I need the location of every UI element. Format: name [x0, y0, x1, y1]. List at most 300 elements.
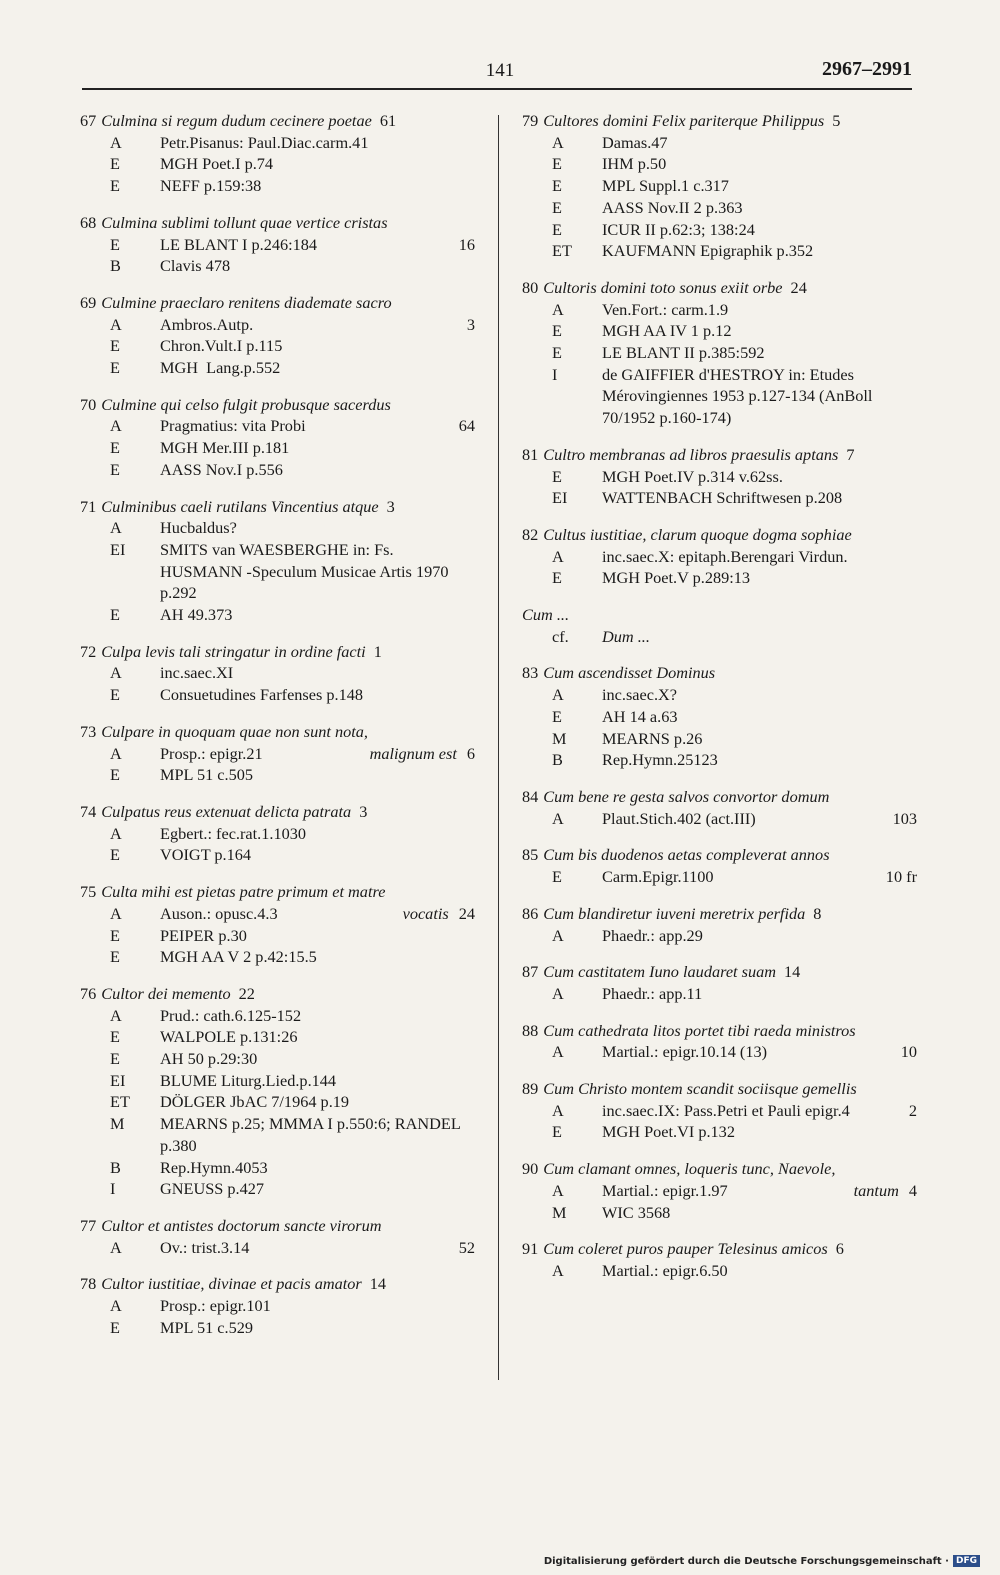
entry-heading	[522, 903, 917, 925]
entry-verse-count: 24	[790, 277, 807, 297]
reference-verse-count: 52	[458, 1237, 475, 1257]
reference-line	[522, 684, 917, 706]
reference-line	[522, 487, 917, 509]
entry-verse-count: 3	[386, 496, 395, 516]
reference-text: MGH Poet.VI p.132	[602, 1122, 735, 1142]
dfg-logo: DFG	[953, 1555, 980, 1567]
reference-line	[80, 925, 475, 947]
reference-line	[80, 903, 475, 925]
reference-line	[522, 983, 917, 1005]
reference-line	[522, 219, 917, 241]
reference-line	[80, 823, 475, 845]
reference-text: Prud.: cath.6.125-152	[160, 1005, 302, 1025]
entry-verse-count: 22	[238, 983, 255, 1003]
reference-code: E	[552, 219, 562, 239]
reference-code: E	[110, 438, 120, 458]
reference-text: inc.saec.XI	[160, 663, 234, 683]
reference-code: E	[552, 321, 562, 341]
reference-line	[80, 1317, 475, 1339]
reference-line	[522, 175, 917, 197]
reference-line	[80, 1070, 475, 1092]
reference-line	[522, 240, 917, 262]
reference-text: Prosp.: epigr.21	[160, 743, 263, 763]
reference-line	[522, 1180, 917, 1202]
reference-line	[80, 662, 475, 684]
entry	[80, 881, 475, 968]
reference-line	[522, 1121, 917, 1143]
reference-text: WIC 3568	[602, 1202, 671, 1222]
reference-code: EI	[110, 539, 126, 559]
reference-explicit: malignum est	[369, 743, 457, 763]
entry	[522, 1238, 917, 1281]
entry-incipit: Culmine qui celso fulgit probusque sacerdus	[101, 394, 391, 414]
entry	[80, 801, 475, 866]
entry	[522, 1158, 917, 1223]
entry-heading	[80, 394, 475, 416]
entry-incipit: Cum bis duodenos aetas compleverat annos	[543, 845, 830, 865]
reference-text: AASS Nov.II 2 p.363	[602, 197, 743, 217]
reference-code: A	[110, 1005, 122, 1025]
reference-code: E	[110, 459, 120, 479]
reference-text: MGH AA V 2 p.42:15.5	[160, 947, 317, 967]
reference-line	[522, 925, 917, 947]
reference-line	[80, 743, 475, 765]
reference-line	[80, 1048, 475, 1070]
reference-code: A	[552, 1260, 564, 1280]
reference-code: E	[552, 343, 562, 363]
reference-code: A	[110, 314, 122, 334]
entry	[522, 903, 917, 946]
entry-number: 72	[80, 641, 97, 661]
header-rule	[82, 88, 912, 90]
reference-text: Dum ...	[602, 626, 650, 646]
entry-number: 73	[80, 721, 97, 741]
reference-code: E	[110, 605, 120, 625]
reference-line	[80, 1026, 475, 1048]
reference-line	[80, 1295, 475, 1317]
entry-heading	[80, 983, 475, 1005]
reference-verse-count: 64	[458, 416, 475, 436]
entry-heading	[522, 1078, 917, 1100]
entry-incipit: Culpa levis tali stringatur in ordine facti	[101, 641, 366, 661]
entry	[522, 444, 917, 509]
entry	[80, 1273, 475, 1338]
entry	[80, 212, 475, 277]
entry-incipit: Cum ...	[522, 605, 570, 625]
reference-line	[80, 1005, 475, 1027]
reference-text: Chron.Vult.I p.115	[160, 336, 283, 356]
reference-code: cf.	[552, 626, 569, 646]
reference-code: A	[552, 132, 564, 152]
reference-line	[522, 320, 917, 342]
entry-number: 76	[80, 983, 97, 1003]
reference-text: MPL 51 c.505	[160, 765, 254, 785]
reference-text: BLUME Liturg.Lied.p.144	[160, 1070, 337, 1090]
reference-code: E	[552, 867, 562, 887]
entry-heading	[522, 277, 917, 299]
entry-number: 71	[80, 496, 97, 516]
reference-text: ICUR II p.62:3; 138:24	[602, 219, 755, 239]
reference-text: Damas.47	[602, 132, 668, 152]
entry	[80, 1215, 475, 1258]
reference-line	[522, 153, 917, 175]
entry-incipit: Cultor iustitiae, divinae et pacis amator	[101, 1274, 362, 1294]
reference-line	[522, 808, 917, 830]
reference-line	[522, 1041, 917, 1063]
entry-heading	[80, 496, 475, 518]
reference-text: AH 14 a.63	[602, 706, 678, 726]
reference-code: E	[110, 925, 120, 945]
entry-incipit: Culpatus reus extenuat delicta patrata	[101, 801, 352, 821]
reference-code: A	[110, 518, 122, 538]
entry-number: 91	[522, 1239, 539, 1259]
entry-number: 68	[80, 212, 97, 232]
reference-text: MGH Lang.p.552	[160, 358, 281, 378]
entry-verse-count: 14	[369, 1274, 387, 1294]
entry-number: 85	[522, 845, 539, 865]
reference-text: PEIPER p.30	[160, 925, 247, 945]
entry-heading	[522, 1020, 917, 1042]
reference-code: M	[552, 1202, 567, 1222]
entry-verse-count: 5	[832, 111, 841, 130]
entry-heading	[80, 641, 475, 663]
reference-line	[80, 1113, 475, 1156]
reference-code: A	[110, 743, 122, 763]
reference-code: E	[110, 234, 120, 254]
reference-text: Martial.: epigr.10.14 (13)	[602, 1042, 768, 1062]
reference-code: A	[110, 903, 122, 923]
entry-number: 70	[80, 394, 97, 414]
reference-code: A	[552, 925, 564, 945]
reference-code: A	[110, 416, 122, 436]
reference-code: ET	[552, 241, 572, 261]
reference-line	[80, 1091, 475, 1113]
entry-number: 86	[522, 903, 539, 923]
entry-incipit: Cultores domini Felix pariterque Philippus	[543, 111, 825, 130]
reference-code: A	[552, 808, 564, 828]
reference-text: MGH Poet.IV p.314 v.62ss.	[602, 466, 783, 486]
reference-code: E	[110, 336, 120, 356]
reference-verse-count: 10 fr	[885, 867, 917, 887]
reference-text: KAUFMANN Epigraphik p.352	[602, 241, 814, 261]
reference-line	[522, 626, 917, 648]
reference-line	[522, 866, 917, 888]
entry-heading	[522, 604, 917, 626]
entry-verse-count: 6	[835, 1239, 844, 1259]
entry-heading	[522, 786, 917, 808]
entry-incipit: Cum cathedrata litos portet tibi raeda ministros	[543, 1020, 856, 1040]
entry-range: 2967–2991	[822, 58, 912, 80]
reference-line	[80, 844, 475, 866]
reference-line	[80, 1157, 475, 1179]
reference-code: A	[552, 546, 564, 566]
reference-line	[522, 749, 917, 771]
reference-text: Martial.: epigr.6.50	[602, 1260, 728, 1280]
reference-verse-count: 24	[458, 903, 475, 923]
reference-line	[80, 437, 475, 459]
entry	[522, 961, 917, 1004]
entry-heading	[80, 212, 475, 234]
entry-incipit: Cum castitatem Iuno laudaret suam	[543, 962, 777, 982]
reference-text: Phaedr.: app.29	[602, 925, 703, 945]
reference-code: E	[110, 765, 120, 785]
entry	[522, 277, 917, 429]
entry-heading	[80, 881, 475, 903]
reference-text: Rep.Hymn.25123	[602, 750, 718, 770]
reference-text: Ambros.Autp.	[160, 314, 254, 334]
entry	[522, 662, 917, 771]
entry	[80, 394, 475, 481]
entry-heading	[522, 662, 917, 684]
reference-code: E	[110, 1317, 120, 1337]
entry-heading	[80, 721, 475, 743]
reference-code: E	[110, 154, 120, 174]
reference-code: E	[110, 1049, 120, 1069]
entry-verse-count: 14	[784, 962, 801, 982]
reference-code: E	[552, 568, 562, 588]
reference-code: EI	[552, 488, 568, 508]
reference-text: Ven.Fort.: carm.1.9	[602, 299, 729, 319]
right-column	[522, 110, 917, 1297]
reference-text: Rep.Hymn.4053	[160, 1157, 268, 1177]
reference-line	[80, 946, 475, 968]
entry	[522, 604, 917, 647]
reference-text: MPL Suppl.1 c.317	[602, 176, 729, 196]
reference-verse-count: 103	[892, 808, 917, 828]
reference-line	[522, 706, 917, 728]
entry-incipit: Culmina sublimi tollunt quae vertice cristas	[101, 212, 388, 232]
reference-code: A	[552, 983, 564, 1003]
reference-code: E	[110, 947, 120, 967]
entry-incipit: Cultor dei memento	[101, 983, 231, 1003]
reference-explicit: vocatis	[402, 903, 449, 923]
entry-incipit: Culmina si regum dudum cecinere poetae	[101, 111, 372, 130]
reference-text: IHM p.50	[602, 154, 667, 174]
reference-text: MGH Mer.III p.181	[160, 438, 290, 458]
entry-incipit: Cultus iustitiae, clarum quoque dogma sophiae	[543, 524, 852, 544]
entry-heading	[522, 524, 917, 546]
entry	[80, 983, 475, 1200]
entry-number: 82	[522, 524, 539, 544]
reference-code: B	[110, 256, 121, 276]
reference-line	[80, 357, 475, 379]
reference-text: LE BLANT II p.385:592	[602, 343, 765, 363]
reference-text: MGH AA IV 1 p.12	[602, 321, 732, 341]
entry-number: 83	[522, 663, 539, 683]
entry-incipit: Cum bene re gesta salvos convortor domum	[543, 786, 830, 806]
entry-heading	[80, 801, 475, 823]
reference-line	[522, 1100, 917, 1122]
reference-text: GNEUSS p.427	[160, 1179, 265, 1199]
entry	[80, 292, 475, 379]
entry-incipit: Culpare in quoquam quae non sunt nota,	[101, 721, 368, 741]
entry-incipit: Cultro membranas ad libros praesulis aptans	[543, 444, 839, 464]
reference-line	[80, 234, 475, 256]
entry-incipit: Culta mihi est pietas patre primum et matre	[101, 882, 386, 902]
reference-line	[522, 1260, 917, 1282]
entry	[80, 110, 475, 197]
entry-verse-count: 8	[813, 903, 822, 923]
entry-incipit: Cum Christo montem scandit sociisque gemellis	[543, 1079, 857, 1099]
entry-number: 67	[80, 111, 97, 130]
entry-incipit: Cultor et antistes doctorum sancte virorum	[101, 1215, 382, 1235]
reference-line	[80, 153, 475, 175]
entry-incipit: Culminibus caeli rutilans Vincentius atque	[101, 496, 379, 516]
reference-code: A	[552, 1100, 564, 1120]
reference-text: Egbert.: fec.rat.1.1030	[160, 823, 307, 843]
reference-code: A	[552, 1042, 564, 1062]
reference-code: E	[110, 1027, 120, 1047]
reference-code: E	[110, 845, 120, 865]
reference-code: E	[552, 466, 562, 486]
reference-text: Carm.Epigr.1100	[602, 867, 714, 887]
reference-code: E	[552, 176, 562, 196]
entry-number: 77	[80, 1215, 97, 1235]
entry-incipit: Cum blandiretur iuveni meretrix perfida	[543, 903, 806, 923]
entry	[522, 844, 917, 887]
entry-number: 81	[522, 444, 539, 464]
reference-verse-count: 3	[466, 314, 475, 334]
reference-text: Phaedr.: app.11	[602, 983, 703, 1003]
entry	[522, 110, 917, 262]
entry-heading	[522, 844, 917, 866]
reference-code: A	[552, 299, 564, 319]
reference-code: I	[552, 364, 558, 384]
reference-code: A	[110, 132, 122, 152]
footer-text: Digitalisierung gefördert durch die Deutsche Forschungsgemeinschaft ·	[543, 1555, 949, 1567]
reference-verse-count: 16	[458, 234, 475, 254]
reference-text: VOIGT p.164	[160, 845, 252, 865]
reference-text: LE BLANT I p.246:184	[160, 234, 318, 254]
entry-number: 69	[80, 292, 97, 312]
reference-text: WATTENBACH Schriftwesen p.208	[602, 488, 843, 508]
reference-text: inc.saec.IX: Pass.Petri et Pauli epigr.4	[602, 1100, 850, 1120]
reference-line	[80, 314, 475, 336]
reference-line	[80, 1237, 475, 1259]
reference-line	[522, 132, 917, 154]
reference-text: Auson.: opusc.4.3	[160, 903, 278, 923]
reference-line	[522, 364, 917, 429]
reference-line	[80, 335, 475, 357]
reference-text: MEARNS p.26	[602, 728, 703, 748]
reference-text: SMITS van WAESBERGHE in: Fs. HUSMANN -Speculum Musicae Artis 1970 p.292	[160, 539, 453, 603]
reference-code: B	[552, 750, 563, 770]
reference-verse-count: 10	[900, 1042, 917, 1062]
entry-incipit: Cum clamant omnes, loqueris tunc, Naevole,	[543, 1159, 836, 1179]
reference-code: A	[110, 823, 122, 843]
reference-text: DÖLGER JbAC 7/1964 p.19	[160, 1092, 350, 1112]
entry-heading	[522, 444, 917, 466]
reference-code: E	[552, 197, 562, 217]
reference-code: A	[110, 1296, 122, 1316]
reference-text: Martial.: epigr.1.97	[602, 1180, 728, 1200]
entry	[80, 641, 475, 706]
reference-line	[522, 466, 917, 488]
entry-verse-count: 61	[379, 111, 397, 130]
reference-verse-count: 4	[908, 1180, 917, 1200]
reference-code: A	[110, 1237, 122, 1257]
reference-code: I	[110, 1179, 116, 1199]
reference-text: Plaut.Stich.402 (act.III)	[602, 808, 756, 828]
reference-code: E	[110, 685, 120, 705]
entry-heading	[522, 110, 917, 132]
entry-number: 74	[80, 801, 97, 821]
entry-heading	[522, 1158, 917, 1180]
reference-line	[522, 1202, 917, 1224]
reference-text: AH 49.373	[160, 605, 233, 625]
entry-number: 90	[522, 1159, 539, 1179]
entry-incipit: Cultoris domini toto sonus exiit orbe	[543, 277, 783, 297]
entry-number: 80	[522, 277, 539, 297]
reference-code: A	[552, 1180, 564, 1200]
entry-number: 79	[522, 111, 539, 130]
entry-heading	[80, 292, 475, 314]
reference-code: M	[552, 728, 567, 748]
reference-text: Consuetudines Farfenses p.148	[160, 685, 364, 705]
reference-line	[80, 1178, 475, 1200]
entry	[522, 1020, 917, 1063]
reference-text: NEFF p.159:38	[160, 176, 262, 196]
reference-line	[80, 415, 475, 437]
reference-text: de GAIFFIER d'HESTROY in: Etudes Mérovingiennes 1953 p.127-134 (AnBoll 70/1952 p.160-174)	[602, 364, 877, 428]
entry-verse-count: 3	[359, 801, 368, 821]
reference-code: EI	[110, 1070, 126, 1090]
reference-text: WALPOLE p.131:26	[160, 1027, 298, 1047]
entry-heading	[80, 1215, 475, 1237]
entry-incipit: Cum coleret puros pauper Telesinus amicos	[543, 1239, 828, 1259]
reference-line	[522, 728, 917, 750]
reference-text: inc.saec.X: epitaph.Berengari Virdun.	[602, 546, 848, 566]
reference-code: ET	[110, 1092, 130, 1112]
entry-number: 87	[522, 962, 539, 982]
reference-text: Clavis 478	[160, 256, 231, 276]
reference-line	[80, 539, 475, 604]
reference-text: MGH Poet.V p.289:13	[602, 568, 751, 588]
reference-code: B	[110, 1157, 121, 1177]
entry-number: 75	[80, 882, 97, 902]
reference-line	[522, 342, 917, 364]
footer	[544, 1555, 980, 1567]
entry	[522, 524, 917, 589]
reference-code: E	[552, 1122, 562, 1142]
reference-line	[80, 175, 475, 197]
reference-code: E	[110, 176, 120, 196]
reference-line	[522, 197, 917, 219]
reference-verse-count: 2	[908, 1100, 917, 1120]
reference-line	[80, 132, 475, 154]
left-column	[80, 110, 475, 1353]
entry-number: 84	[522, 786, 539, 806]
column-divider	[498, 115, 499, 1380]
entry-number: 88	[522, 1020, 539, 1040]
entry-verse-count: 1	[373, 641, 382, 661]
reference-text: Petr.Pisanus: Paul.Diac.carm.41	[160, 132, 369, 152]
reference-text: inc.saec.X?	[602, 685, 678, 705]
reference-code: M	[110, 1114, 125, 1134]
entry	[522, 786, 917, 829]
reference-line	[80, 684, 475, 706]
entry-number: 89	[522, 1079, 539, 1099]
reference-text: MPL 51 c.529	[160, 1317, 254, 1337]
entry-heading	[522, 961, 917, 983]
reference-text: AASS Nov.I p.556	[160, 459, 283, 479]
entry-verse-count: 7	[846, 444, 855, 464]
reference-text: Pragmatius: vita Probi	[160, 416, 306, 436]
reference-text: MEARNS p.25; MMMA I p.550:6; RANDEL p.380	[160, 1114, 465, 1155]
entry	[80, 496, 475, 626]
reference-text: MGH Poet.I p.74	[160, 154, 274, 174]
reference-code: A	[552, 685, 564, 705]
